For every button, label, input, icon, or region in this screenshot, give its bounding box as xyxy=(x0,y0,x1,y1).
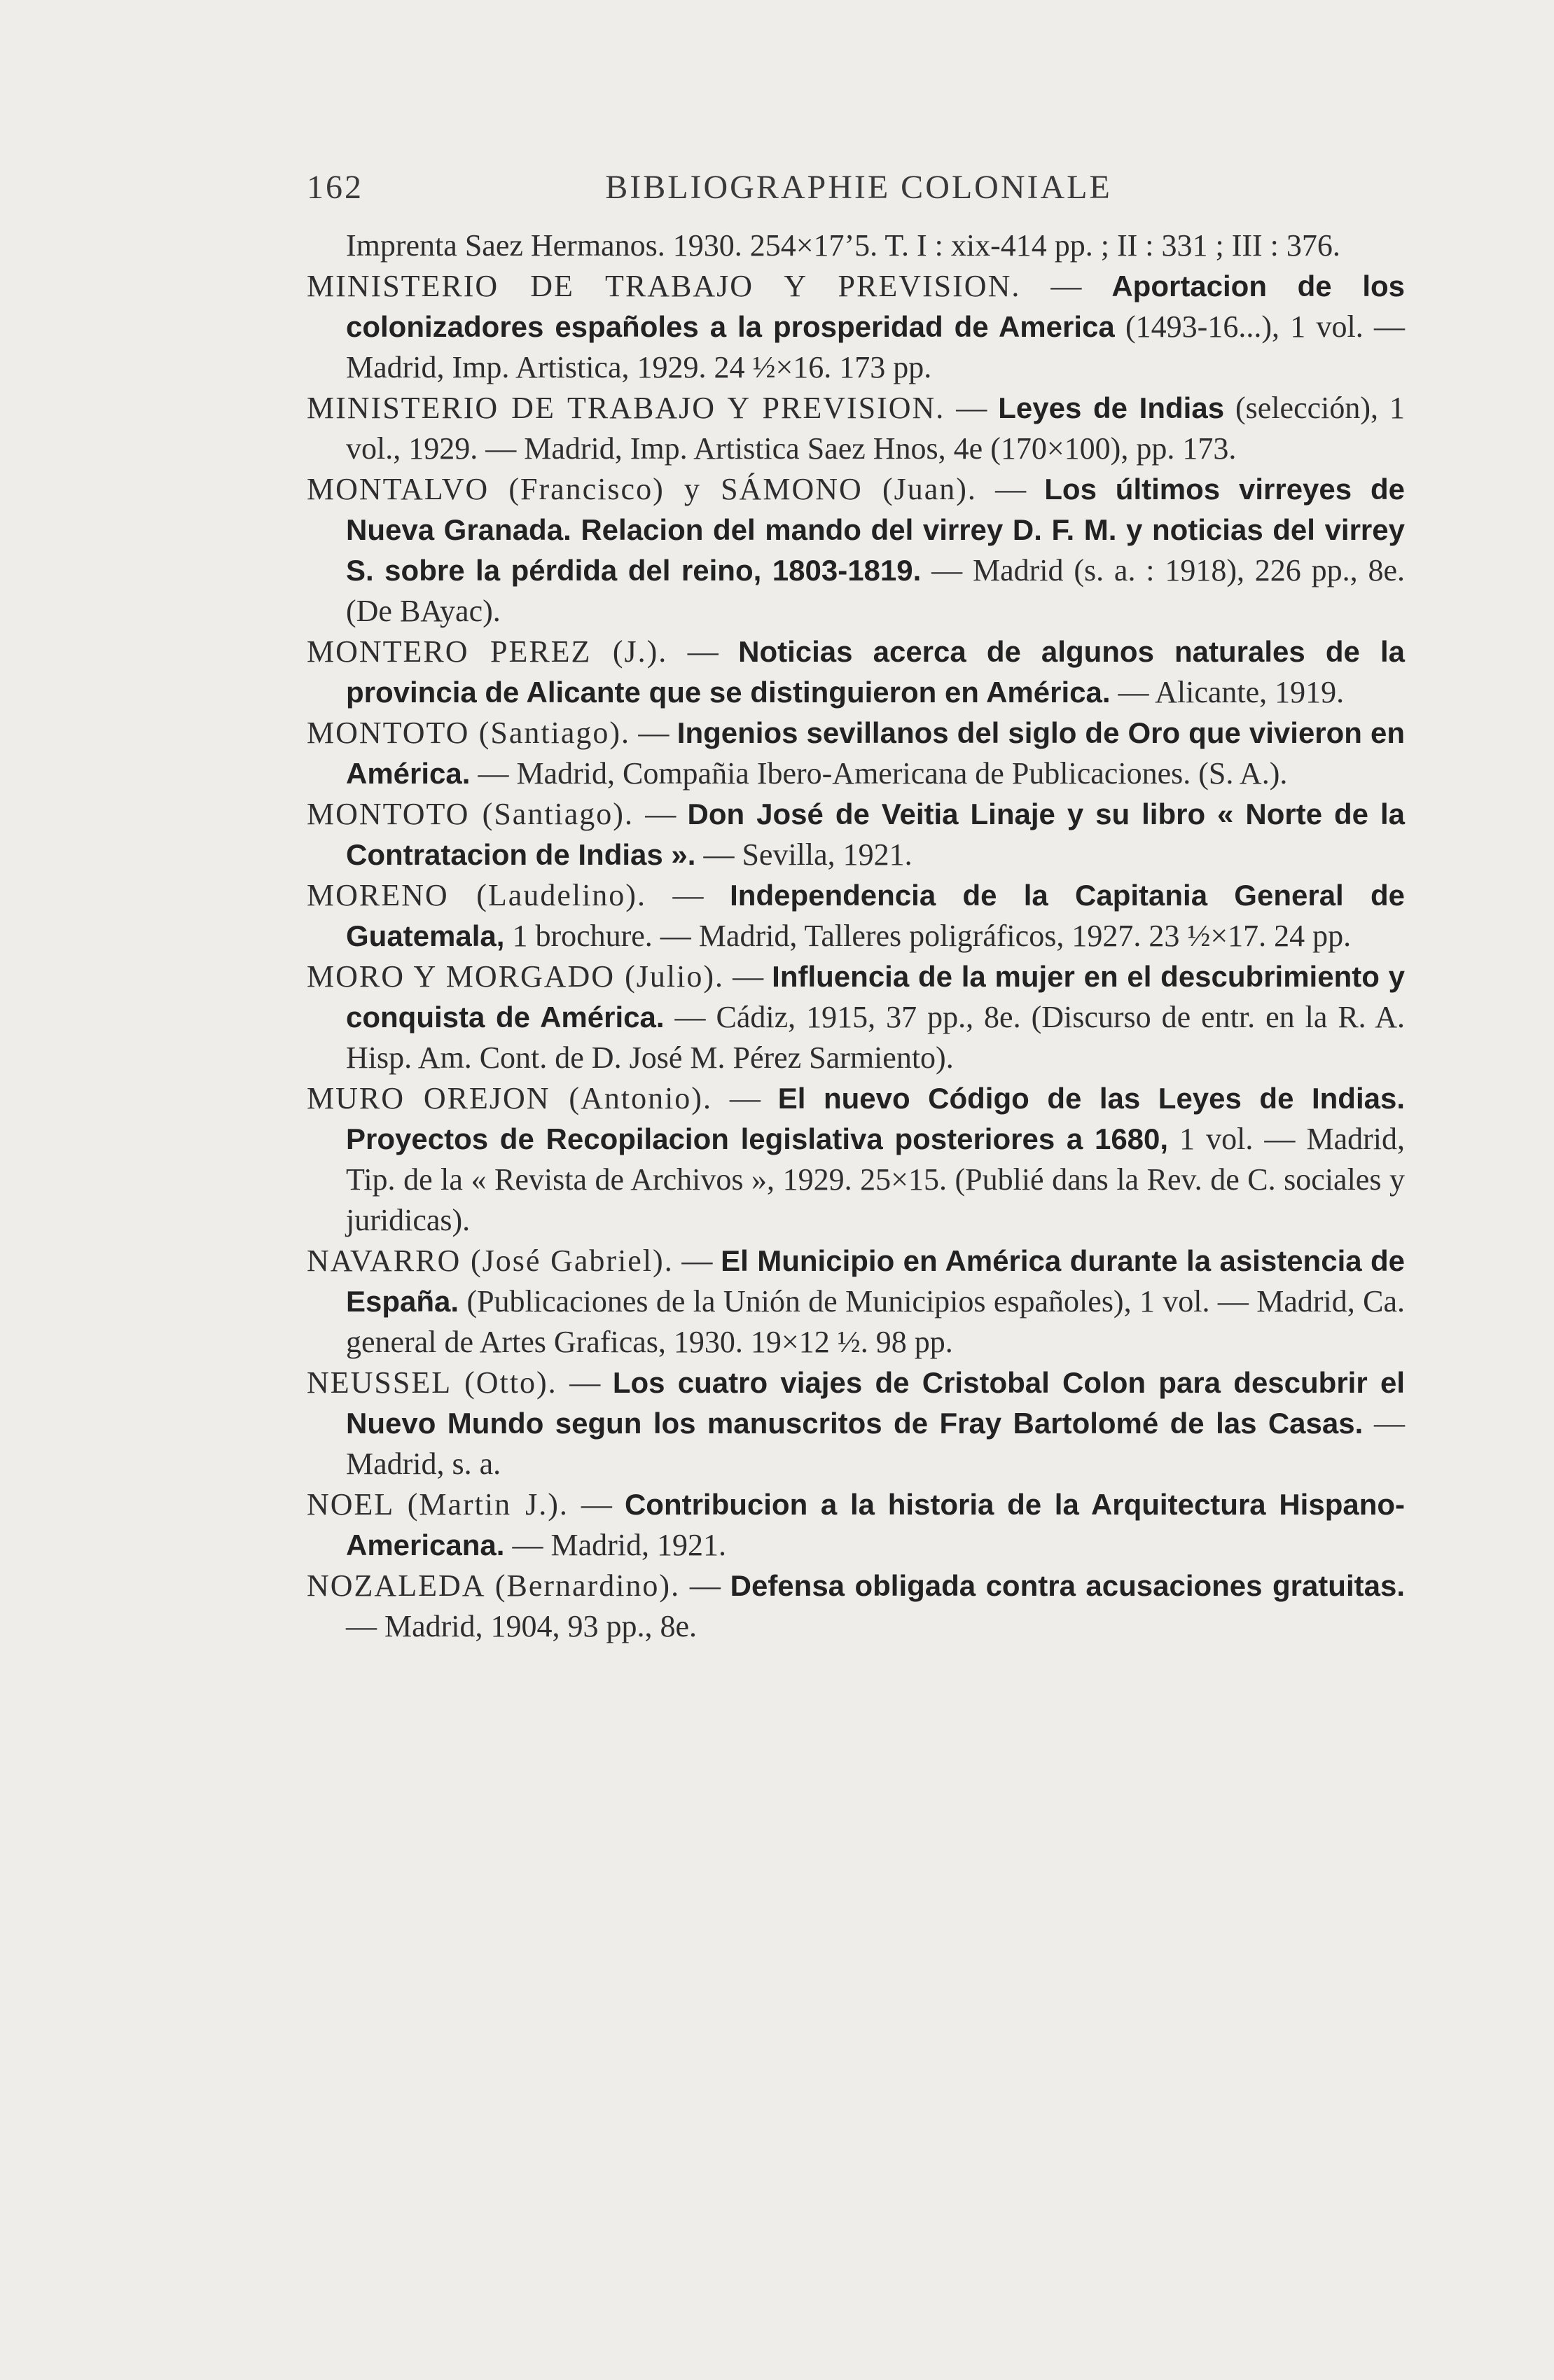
entry-details: 1 vol. — Madrid, Tip. de la « Revista de Archivos », 1929. 25×15. (Publié dans la Rev. de C. sociales y juridicas). xyxy=(346,1122,1406,1237)
entry-title: Los últimos virreyes de Nueva Granada. Relacion del mando del virrey D. F. M. y noticias del virrey S. sobre la pérdida del reino, 1803-1819. xyxy=(346,473,1405,587)
bibliography-entry: MONTOTO (Santiago). — Ingenios sevillanos del siglo de Oro que vivieron en América. — Madrid, Compañia Ibero-Americana de Publicaciones. (S. A.). xyxy=(307,716,1406,791)
entry-title: Ingenios sevillanos del siglo de Oro que vivieron en América. xyxy=(346,716,1406,790)
entry-title: Los cuatro viajes de Cristobal Colon para descubrir el Nuevo Mundo segun los manuscritos de Fray Bartolomé de las Casas. xyxy=(346,1366,1405,1440)
entry-title: Contribucion a la historia de la Arquitectura Hispano-Americana. xyxy=(346,1488,1406,1561)
entry-details: — Madrid, 1904, 93 pp., 8e. xyxy=(346,1609,698,1643)
entry-title: Don José de Veitia Linaje y su libro « Norte de la Contratacion de Indias ». xyxy=(346,798,1406,871)
entry-author: MONTOTO (Santiago). xyxy=(307,797,634,831)
entry-author: MONTOTO (Santiago). xyxy=(307,716,631,750)
entry-title: Noticias acerca de algunos naturales de la provincia de Alicante que se distinguieron en América. xyxy=(346,635,1405,709)
bibliography-entry: NEUSSEL (Otto). — Los cuatro viajes de Cristobal Colon para descubrir el Nuevo Mundo segun los manuscritos de Fray Bartolomé de las Casas. — Madrid, s. a. xyxy=(307,1365,1406,1481)
entry-title: Influencia de la mujer en el descubrimiento y conquista de América. xyxy=(346,960,1405,1034)
entry-title: El Municipio en América durante la asistencia de España. xyxy=(346,1244,1406,1318)
entry-author: MURO OREJON (Antonio). xyxy=(307,1081,712,1115)
entry-author: MINISTERIO DE TRABAJO Y PREVISION. xyxy=(307,269,1021,303)
bibliography-entry xyxy=(346,225,1405,266)
entry-title: Independencia de la Capitania General de Guatemala, xyxy=(346,879,1405,952)
entry-details: (Publicaciones de la Unión de Municipios españoles), 1 vol. — Madrid, Ca. general de Artes Graficas, 1930. 19×12 ½. 98 pp. xyxy=(346,1284,1406,1359)
bibliography-entry: MONTALVO (Francisco) y SÁMONO (Juan). — Los últimos virreyes de Nueva Granada. Relacion del mando del virrey D. F. M. y noticias del virrey S. sobre la pérdida del reino, 1803-1819. — Madrid (s. a. : 1918), 226 pp., 8e. (De BAyac). xyxy=(307,472,1405,628)
entry-author: MONTALVO (Francisco) y SÁMONO (Juan). xyxy=(307,472,977,506)
entry-details: Imprenta Saez Hermanos. 1930. 254×17’5. T. I : xix-414 pp. ; II : 331 ; III : 376. xyxy=(346,228,1340,263)
entry-author: MINISTERIO DE TRABAJO Y PREVISION. xyxy=(307,391,945,425)
entry-title: Defensa obligada contra acusaciones gratuitas. xyxy=(730,1569,1405,1602)
entry-author: MONTERO PEREZ (J.). xyxy=(307,634,668,669)
entry-details: — Sevilla, 1921. xyxy=(703,837,913,872)
bibliography-entry: MORO Y MORGADO (Julio). — Influencia de la mujer en el descubrimiento y conquista de América. — Cádiz, 1915, 37 pp., 8e. (Discurso de entr. en la R. A. Hisp. Am. Cont. de D. José M. Pérez Sarmiento). xyxy=(307,959,1406,1075)
bibliography-entry: MORENO (Laudelino). — Independencia de la Capitania General de Guatemala, 1 brochure. — Madrid, Talleres poligráficos, 1927. 23 ½×17. 24 pp. xyxy=(307,878,1405,953)
entry-title: El nuevo Código de las Leyes de Indias. Proyectos de Recopilacion legislativa posteriores a 1680, xyxy=(346,1082,1405,1155)
entry-author: NOEL (Martin J.). xyxy=(307,1487,569,1522)
entry-details: — Madrid, s. a. xyxy=(346,1406,1406,1481)
entry-title: Aportacion de los colonizadores españoles a la prosperidad de America xyxy=(346,270,1406,343)
bibliography-entry: MINISTERIO DE TRABAJO Y PREVISION. — Aportacion de los colonizadores españoles a la prosperidad de America (1493-16...), 1 vol. — Madrid, Imp. Artistica, 1929. 24 ½×16. 173 pp. xyxy=(307,269,1406,384)
entry-details: 1 brochure. — Madrid, Talleres poligráficos, 1927. 23 ½×17. 24 pp. xyxy=(512,919,1352,953)
bibliography-entry: NAVARRO (José Gabriel). — El Municipio en América durante la asistencia de España. (Publicaciones de la Unión de Municipios españoles), 1 vol. — Madrid, Ca. general de Artes Graficas, 1930. 19×12 ½. 98 pp. xyxy=(307,1244,1406,1359)
entry-author: NEUSSEL (Otto). xyxy=(307,1365,557,1400)
entry-details: — Madrid, Compañia Ibero-Americana de Publicaciones. (S. A.). xyxy=(478,756,1288,791)
entry-author: NAVARRO (José Gabriel). xyxy=(307,1244,674,1278)
entry-author: MORO Y MORGADO (Julio). xyxy=(307,959,724,994)
bibliography-entry: NOEL (Martin J.). — Contribucion a la historia de la Arquitectura Hispano-Americana. — Madrid, 1921. xyxy=(307,1487,1406,1562)
entry-author: NOZALEDA (Bernardino). xyxy=(307,1568,681,1603)
entry-author: MORENO (Laudelino). xyxy=(307,878,646,912)
bibliography-entry: MURO OREJON (Antonio). — El nuevo Código de las Leyes de Indias. Proyectos de Recopilacion legislativa posteriores a 1680, 1 vol. — Madrid, Tip. de la « Revista de Archivos », 1929. 25×15. (Publié dans la Rev. de C. sociales y juridicas). xyxy=(307,1081,1406,1237)
page-number: 162 xyxy=(307,169,363,206)
entry-details: — Madrid (s. a. : 1918), 226 pp., 8e. (De BAyac). xyxy=(346,553,1405,628)
bibliography-entry: MONTOTO (Santiago). — Don José de Veitia Linaje y su libro « Norte de la Contratacion de Indias ». — Sevilla, 1921. xyxy=(307,797,1406,872)
entry-details: (selección), 1 vol., 1929. — Madrid, Imp. Artistica Saez Hnos, 4e (170×100), pp. 173. xyxy=(346,391,1406,466)
entry-details: — Alicante, 1919. xyxy=(1118,675,1345,709)
bibliography-entry: MONTERO PEREZ (J.). — Noticias acerca de algunos naturales de la provincia de Alicante que se distinguieron en América. — Alicante, 1919. xyxy=(307,634,1405,709)
bibliography-entry: MINISTERIO DE TRABAJO Y PREVISION. — Leyes de Indias (selección), 1 vol., 1929. — Madrid, Imp. Artistica Saez Hnos, 4e (170×100), pp. 173. xyxy=(307,391,1406,466)
bibliography-entry: NOZALEDA (Bernardino). — Defensa obligada contra acusaciones gratuitas. — Madrid, 1904, 93 pp., 8e. xyxy=(307,1568,1405,1643)
bibliography-list xyxy=(307,225,1405,1647)
entry-details: (1493-16...), 1 vol. — Madrid, Imp. Artistica, 1929. 24 ½×16. 173 pp. xyxy=(346,309,1405,384)
running-title: BIBLIOGRAPHIE COLONIALE xyxy=(605,169,1112,206)
entry-title: Leyes de Indias xyxy=(998,391,1225,424)
entry-details: — Madrid, 1921. xyxy=(512,1528,726,1562)
entry-details: — Cádiz, 1915, 37 pp., 8e. (Discurso de entr. en la R. A. Hisp. Am. Cont. de D. José M. Pérez Sarmiento). xyxy=(346,1000,1406,1075)
